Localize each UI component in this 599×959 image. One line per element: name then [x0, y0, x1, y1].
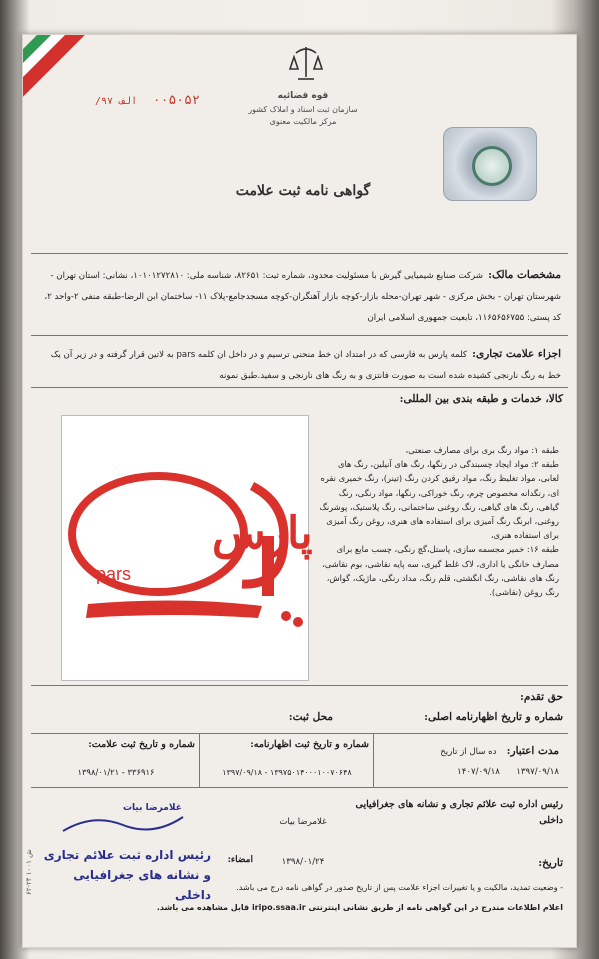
date-value: ۱۳۹۸/۰۱/۲۴: [281, 857, 325, 867]
goods-label: کالا، خدمات و طبقه بندی بین المللی:: [399, 393, 563, 405]
elements-text: کلمه پارس به فارسی که در امتداد ان خط منحنی ترسیم و در داخل ان کلمه pars به لاتین قرار گرفته و در زیر آن یک خط به رنگ نارنجی کشیده شده است به صورت فانتزی و به رنگ های نارنجی و سفید.طبق نمونه: [50, 350, 561, 381]
footer-note1: - وضعیت تمدید، مالکیت و یا تغییرات اجزاء علامت پس از تاریخ صدور در گواهی نامه درج می باشد.: [236, 883, 563, 892]
stamp-line2: و نشانه های جغرافیایی داخلی: [73, 868, 211, 902]
priority-label: حق تقدم:: [519, 691, 563, 703]
registration-label: شماره و تاریخ ثبت علامت:: [88, 739, 195, 750]
organization-label: سازمان ثبت اسناد و املاک کشور: [248, 105, 358, 114]
elements-label: اجزاء علامت تجاری:: [472, 348, 561, 360]
iran-emblem-icon: [288, 43, 324, 83]
validity-to: ۱۴۰۷/۰۹/۱۸: [457, 767, 500, 777]
declaration-label: شماره و تاریخ ثبت اظهارنامه:: [250, 739, 369, 750]
stamp-name: غلامرضا بیات: [123, 803, 182, 813]
page-title: گواهی نامه ثبت علامت: [235, 183, 371, 199]
logo-persian-text: پارس: [212, 508, 313, 559]
divider: [31, 387, 568, 388]
registration-place-label: محل ثبت:: [288, 711, 333, 723]
head-name: غلامرضا بیات: [279, 817, 327, 827]
validity-section: [379, 739, 559, 760]
registration-value: ۱۳۹۸/۰۱/۲۱ - ۳۳۶۹۱۶: [77, 767, 155, 777]
divider: [31, 253, 568, 254]
goods-line: طبقه ۲: مواد ایجاد چسبندگی در رنگها، رنگ های آنیلین، رنگ های لعابی، مواد تغلیظ رنگ، مواد رقیق کردن رنگ (تینر)، رنگ خمیری نقره ای، رنگدانه مخصوص چرم، رنگ خوراکی، رنگها، مواد رنگی، رنگ گیاهی، رنگ های گیاهی، رنگ روغنی ساختمانی، رنگ پلاستیک، پوشرنگ روغنی، ابرنگ رنگ آمیزی برای استفاده های هنری، روغن رنگ آمیزی برای استفاده هنری،: [319, 459, 559, 541]
validity-dates: [379, 765, 559, 780]
base-declaration-label: شماره و تاریخ اظهارنامه اصلی:: [424, 711, 563, 723]
validity-label: مدت اعتبار:: [506, 745, 559, 757]
side-code: ۶۲-۲۴ ش ۱۰۰۱: [25, 849, 33, 895]
owner-text: شرکت صنایع شیمیایی گیرش با مسئولیت محدود، شماره ثبت: ۸۲۶۵۱، شناسه ملی: ۱۰۱۰۱۲۷۲۸۱۰، نشانی: استان تهران - شهرستان تهران - بخش مرکزی - شهر تهران-محله بازار-کوچه بازار آهنگران-کوچه مسجدجامع-پلاک ۱۱- ساختمان ابن الرضا-طبقه منفی ۲-واحد ۲، کد پستی: ۱۱۶۵۶۵۶۷۵۵، تابعیت جمهوری اسلامی ایران: [44, 271, 561, 323]
serial-number: ۰۰۵۰۵۲ الف ۹۷/: [95, 93, 200, 108]
judiciary-label: قوه قضائیه: [277, 91, 329, 101]
stamp-line1: رئیس اداره ثبت علائم تجاری: [43, 848, 211, 862]
declaration-value: ۱۳۹۷/۰۹/۱۸ - ۱۳۹۷۵۰۱۴۰۰۰۱۰۰۷۰۶۴۸: [222, 768, 352, 777]
validity-value: ده سال از تاریخ: [440, 747, 497, 757]
footer-note2: اعلام اطلاعات مندرج در این گواهی نامه از طریق نشانی اینترنتی iripo.ssaa.ir قابل مشاهده می باشد.: [156, 903, 563, 912]
divider: [31, 685, 568, 686]
official-stamp: [43, 803, 213, 902]
logo-latin-text: pars: [96, 564, 132, 584]
owner-section: [43, 263, 561, 326]
center-label: مرکز مالکیت معنوی: [269, 117, 337, 126]
elements-section: [43, 342, 561, 384]
owner-label: مشخصات مالک:: [488, 269, 561, 281]
divider: [31, 787, 568, 788]
certificate-document: [22, 34, 577, 948]
divider: [31, 733, 568, 734]
goods-line: طبقه ۱۶: خمیر مجسمه سازی، پاستل،گچ رنگی، چسب مایع برای مصارف خانگی یا اداری، لاک غلط گیری، سه پایه نقاشی، بوم نقاشی، رنگ های نقاشی، رنگ انگشتی، قلم رنگ، مداد رنگی، ماژیک، گواش، رنگ روغن (نقاشی).: [322, 544, 559, 598]
divider: [31, 335, 568, 336]
goods-list: [315, 443, 559, 599]
date-label: تاریخ:: [538, 857, 563, 869]
goods-line: طبقه ۱: مواد رنگ بری برای مصارف صنعتی،: [405, 445, 559, 455]
signature-label: امضاء:: [227, 855, 253, 865]
trademark-logo: [61, 415, 313, 681]
validity-from: ۱۳۹۷/۰۹/۱۸: [516, 767, 559, 777]
head-title: رئیس اداره ثبت علائم تجاری و نشانه های جغرافیایی داخلی: [355, 799, 563, 826]
hologram-seal: [443, 127, 537, 201]
